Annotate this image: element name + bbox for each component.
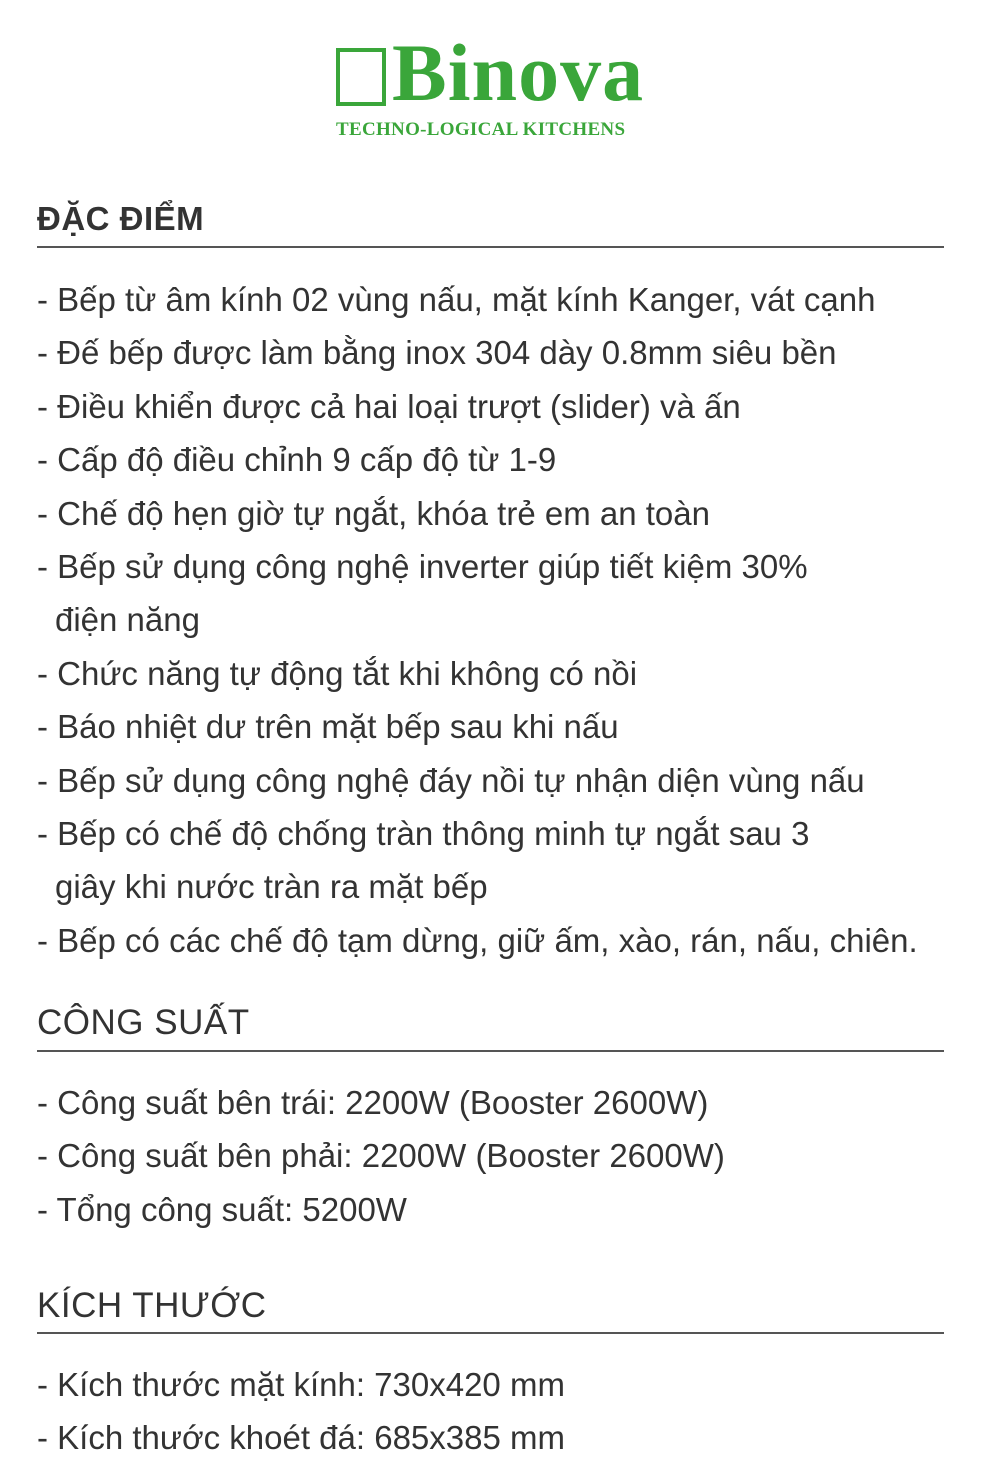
list-item-continuation-text: giây khi nước tràn ra mặt bếp	[55, 868, 488, 906]
section-divider-power	[37, 1050, 944, 1052]
list-item: - Bếp có chế độ chống tràn thông minh tự ngắt sau 3	[37, 815, 810, 853]
list-item-continuation	[37, 593, 982, 646]
list-item: - Công suất bên phải: 2200W (Booster 2600W)	[37, 1137, 725, 1175]
list-item: - Chế độ hẹn giờ tự ngắt, khóa trẻ em an toàn	[37, 494, 710, 532]
list-item: - Tổng công suất: 5200W	[37, 1190, 407, 1228]
list-item: - Cấp độ điều chỉnh 9 cấp độ từ 1-9	[37, 441, 557, 479]
list-item: - Kích thước mặt kính: 730x420 mm	[37, 1366, 565, 1403]
list-item: - Bếp có các chế độ tạm dừng, giữ ấm, xào, rán, nấu, chiên.	[37, 921, 918, 959]
list-item: - Bếp sử dụng công nghệ đáy nồi tự nhận diện vùng nấu	[37, 761, 865, 799]
section-title-features: ĐẶC ĐIỂM	[37, 200, 205, 237]
list-item-continuation-text: điện năng	[55, 601, 200, 639]
features-list	[37, 273, 982, 967]
list-item-continuation	[37, 860, 982, 913]
logo-square-mark	[336, 48, 386, 106]
dimensions-list	[37, 1358, 982, 1465]
list-item: - Báo nhiệt dư trên mặt bếp sau khi nấu	[37, 708, 619, 746]
section-title-dimensions: KÍCH THƯỚC	[37, 1286, 267, 1325]
list-item: - Bếp từ âm kính 02 vùng nấu, mặt kính Kanger, vát cạnh	[37, 281, 876, 318]
section-divider-dimensions	[37, 1332, 944, 1334]
list-item: - Kích thước khoét đá: 685x385 mm	[37, 1419, 565, 1457]
list-item: - Bếp sử dụng công nghệ inverter giúp tiết kiệm 30%	[37, 548, 808, 586]
binova-logo	[334, 27, 684, 150]
list-item: - Chức năng tự động tắt khi không có nồi	[37, 654, 638, 692]
list-item: - Công suất bên trái: 2200W (Booster 2600W)	[37, 1084, 709, 1121]
list-item: - Điều khiển được cả hai loại trượt (slider) và ấn	[37, 387, 741, 425]
logo-wordmark: Binova	[392, 27, 645, 118]
power-list	[37, 1076, 982, 1236]
section-divider-features	[37, 246, 944, 248]
section-title-power: CÔNG SUẤT	[37, 1003, 250, 1042]
list-item: - Đế bếp được làm bằng inox 304 dày 0.8mm siêu bền	[37, 334, 837, 372]
logo-tagline: TECHNO-LOGICAL KITCHENS	[336, 119, 626, 140]
